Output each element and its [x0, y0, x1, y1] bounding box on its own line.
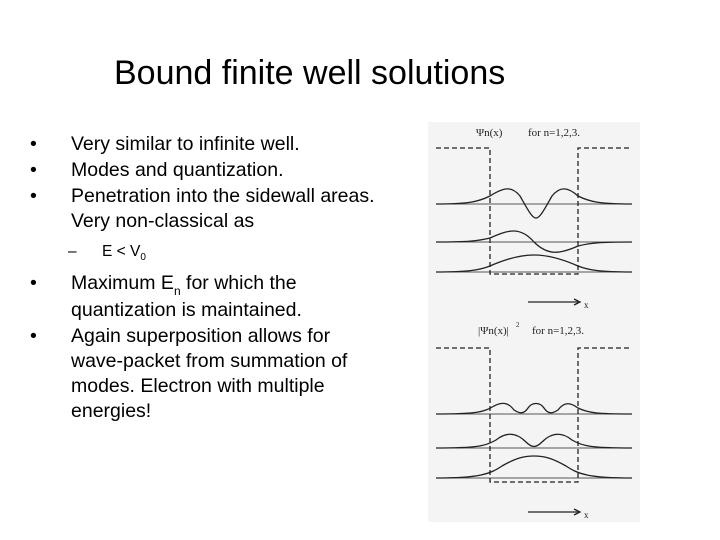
psi-sq-label-range: for n=1,2,3. [532, 325, 585, 337]
x-label-bottom: x [584, 510, 589, 520]
bullet-text: Maximum E [71, 272, 174, 294]
bullet-dot-icon: • [30, 159, 37, 181]
psi-n3-curve [436, 189, 632, 218]
bullet-dot-icon: • [30, 185, 37, 207]
bullet-text: Very similar to infinite well. [71, 133, 300, 155]
psi-n2-curve [436, 231, 632, 252]
bullet-item [30, 158, 375, 183]
subscript-n: n [173, 284, 181, 298]
sub-bullet-item [30, 241, 375, 265]
wavefunction-figure [428, 122, 640, 522]
psi-sq-n3-curve [436, 403, 632, 414]
psi-label-range: for n=1,2,3. [528, 127, 581, 139]
bullet-text: Penetration into the sidewall areas. Very non-classical as [71, 185, 375, 232]
bullet-item [30, 132, 375, 157]
psi-sq-n2-curve [436, 434, 632, 448]
bullet-dot-icon: • [30, 133, 37, 155]
wavefunction-plots [428, 122, 640, 522]
well-outline-bottom [436, 348, 632, 482]
bullet-item [30, 324, 375, 424]
bullet-item [30, 271, 375, 323]
subscript-zero: 0 [140, 252, 146, 263]
slide-title: Bound finite well solutions [114, 54, 506, 92]
psi-n1-curve [436, 255, 632, 272]
psi-sq-n1-curve [436, 456, 632, 478]
dash-icon: – [68, 243, 77, 260]
bullet-text: Again superposition allows for wave-packet from summation of modes. Electron with multiple energies! [71, 325, 348, 422]
bullet-text-cont: for which the quantization is maintained. [71, 272, 302, 321]
psi-label: Ψn(x) [476, 127, 503, 139]
psi-sq-label: |Ψn(x)| [478, 325, 509, 337]
bullet-list [30, 132, 375, 425]
x-label-top: x [584, 300, 589, 310]
bullet-dot-icon: • [30, 272, 37, 294]
sub-bullet-text: E < V [102, 243, 141, 260]
bullet-item [30, 184, 375, 234]
bullet-text: Modes and quantization. [71, 159, 284, 181]
bullet-dot-icon: • [30, 325, 37, 347]
psi-sq-exponent: 2 [516, 321, 520, 329]
